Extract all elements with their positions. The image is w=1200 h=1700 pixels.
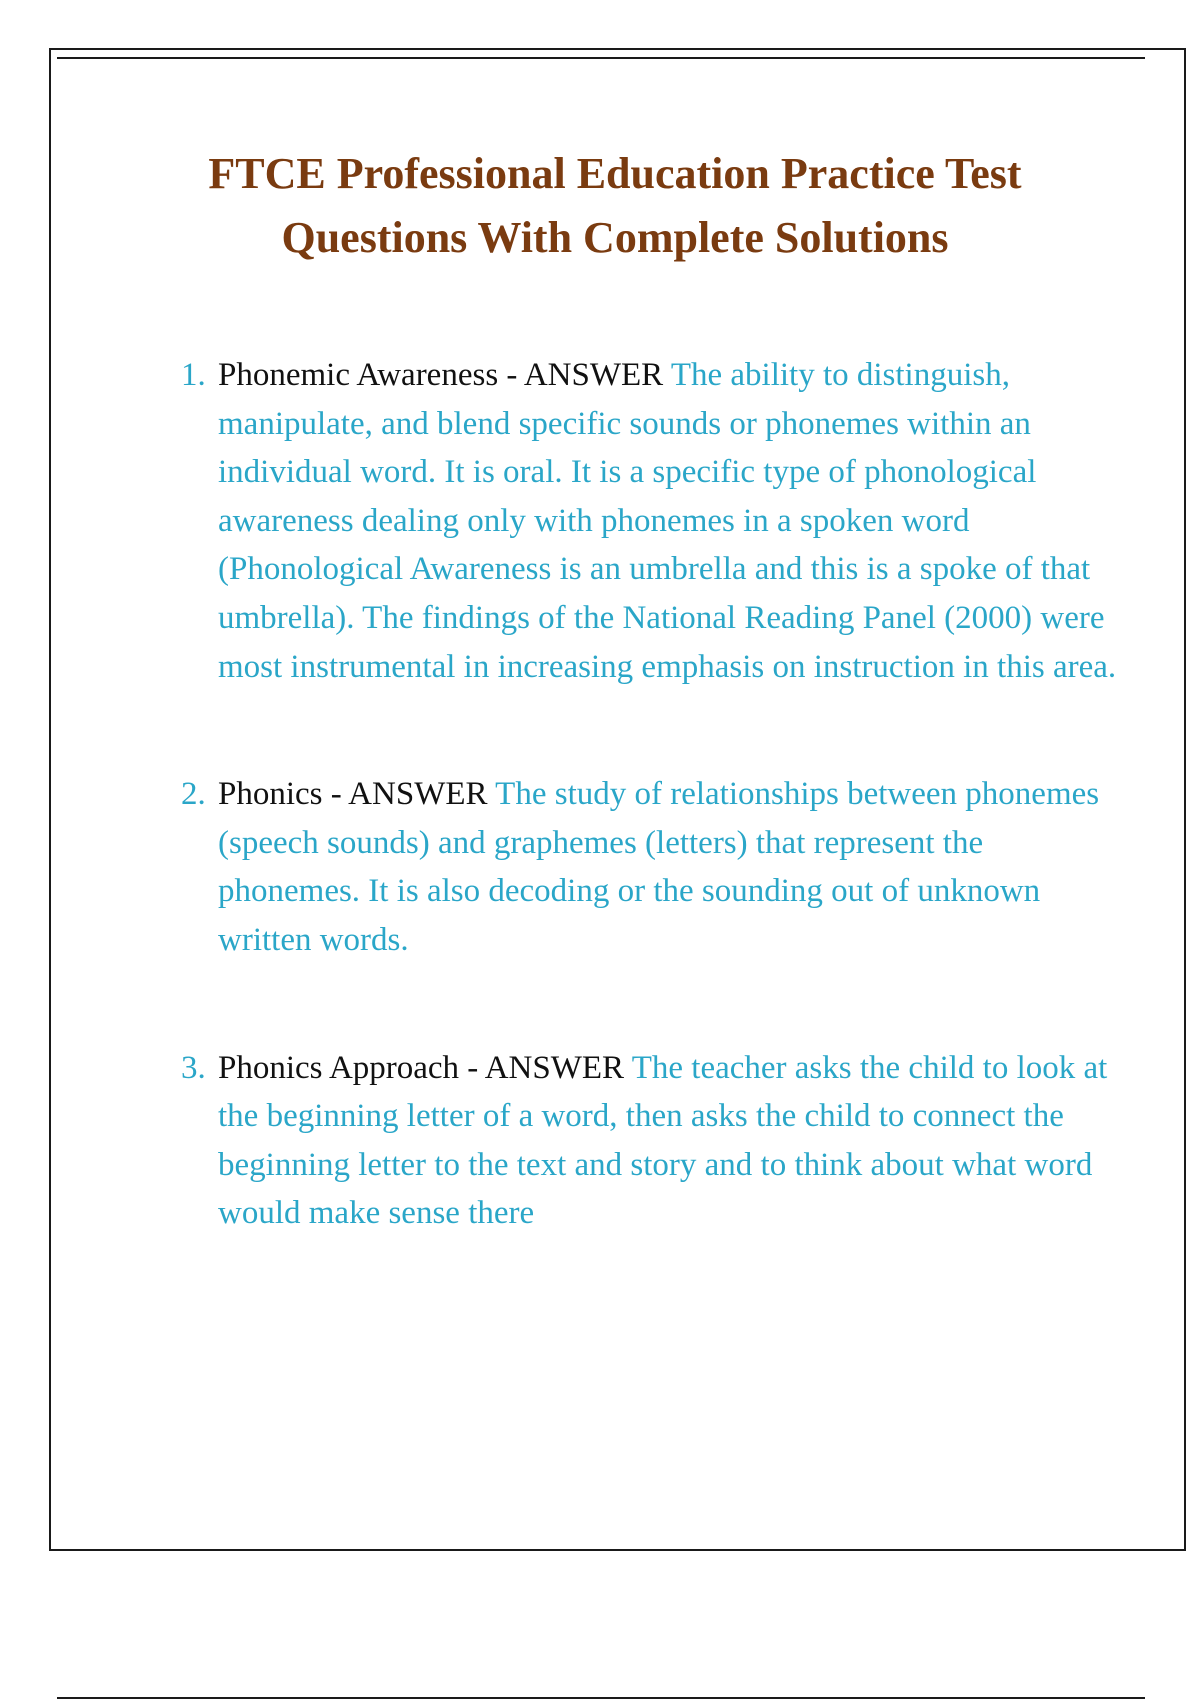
question-answer: The teacher asks the child to look at the beginning letter of a word, then asks the child to connect the beginning letter to the text and story and to think about what word would make sense there	[218, 1049, 1108, 1232]
question-answer: The study of relationships between phonemes (speech sounds) and graphemes (letters) that represent the phonemes. It is also decoding or the sounding out of unknown written words.	[218, 776, 1100, 958]
question-number: 3.	[181, 1049, 206, 1086]
question-term: Phonics - ANSWER	[218, 776, 488, 813]
question-answer: The ability to distinguish, manipulate, and blend specific sounds or phonemes within an individual word. It is oral. It is a specific type of phonological awareness dealing only with phonemes in a spoken word (Phonological Awareness is an umbrella and this is a spoke of that umbrella). The findings of the National Reading Panel (2000) were most instrumental in increasing emphasis on instruction in this area.	[218, 357, 1117, 685]
question-term: Phonemic Awareness - ANSWER	[218, 357, 664, 393]
title-line-1: FTCE Professional Education Practice Test	[208, 149, 1022, 198]
question-number: 2.	[181, 776, 206, 813]
question-term: Phonics Approach - ANSWER	[218, 1049, 625, 1086]
question-item-3	[181, 1044, 1118, 1238]
bottom-rule	[57, 1697, 1145, 1699]
document-title	[120, 142, 1110, 270]
title-line-2: Questions With Complete Solutions	[281, 213, 949, 262]
question-item-1	[181, 351, 1118, 691]
question-item-2	[181, 770, 1118, 964]
question-number: 1.	[181, 357, 206, 393]
question-list	[181, 351, 1118, 1238]
top-rule	[57, 57, 1145, 59]
